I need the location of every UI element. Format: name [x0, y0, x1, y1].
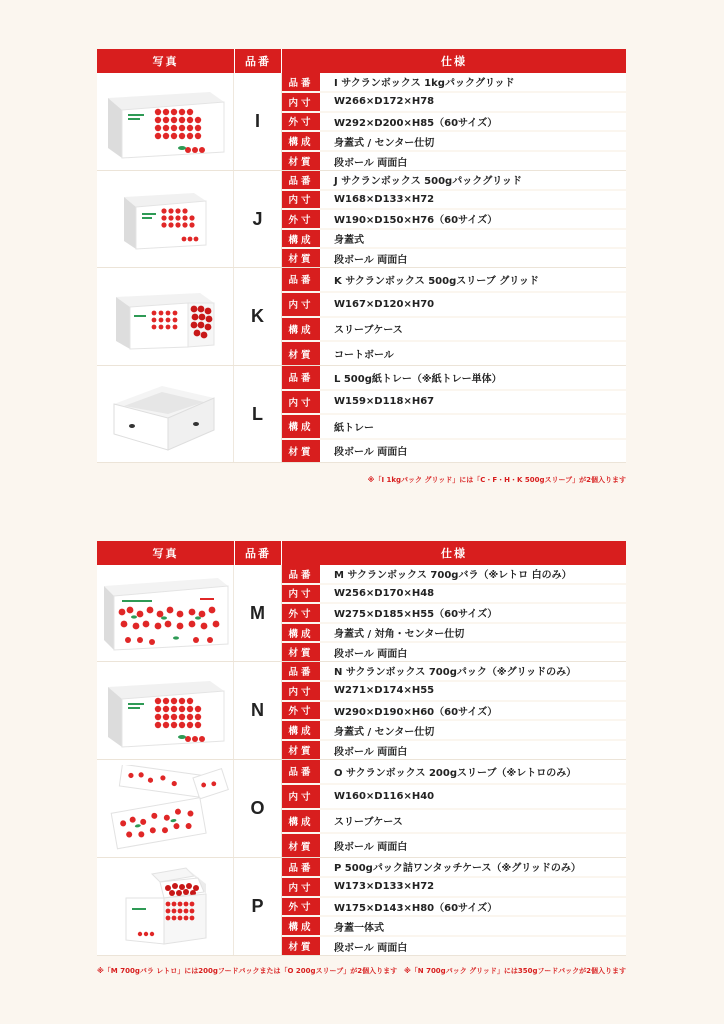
spec-row — [282, 366, 626, 389]
spec-row — [282, 438, 626, 463]
spec-value: 段ボール 両面白 — [320, 643, 626, 661]
one-touch-case-icon — [102, 864, 228, 950]
spec-label: 構成 — [282, 917, 320, 935]
product-code-j: J — [234, 171, 282, 267]
spec-label: 品番 — [282, 366, 320, 389]
spec-value: 段ボール 両面白 — [320, 937, 626, 955]
spec-list-i — [282, 73, 626, 170]
spec-row — [282, 876, 626, 896]
spec-row — [282, 858, 626, 876]
spec-row — [282, 413, 626, 438]
product-code-m: M — [234, 565, 282, 661]
product-code-p: P — [234, 858, 282, 955]
header-code: 品番 — [234, 49, 282, 73]
spec-value: 段ボール 両面白 — [320, 834, 626, 857]
spec-label: 材質 — [282, 643, 320, 661]
spec-row — [282, 602, 626, 622]
spec-label: 外寸 — [282, 898, 320, 916]
cherry-box-small-grid-icon — [102, 177, 228, 261]
spec-value: スリーブケース — [320, 810, 626, 833]
spec-label: 品番 — [282, 858, 320, 876]
spec-row — [282, 130, 626, 150]
header-code: 品番 — [234, 541, 282, 565]
spec-label: 品番 — [282, 760, 320, 783]
spec-label: 材質 — [282, 834, 320, 857]
spec-row — [282, 583, 626, 603]
spec-list-n — [282, 662, 626, 759]
spec-value: 身蓋式 — [320, 230, 626, 248]
spec-value: W256×D170×H48 — [320, 585, 626, 603]
spec-row — [282, 808, 626, 833]
spec-label: 内寸 — [282, 585, 320, 603]
spec-row — [282, 171, 626, 189]
spec-row — [282, 189, 626, 209]
spec-value: W275×D185×H55（60サイズ） — [320, 604, 626, 622]
product-row-i — [97, 73, 626, 171]
spec-value: W290×D190×H60（60サイズ） — [320, 702, 626, 720]
spec-value: W168×D133×H72 — [320, 191, 626, 209]
product-photo-j — [97, 171, 234, 267]
spec-row — [282, 935, 626, 955]
spec-row — [282, 662, 626, 680]
paper-tray-icon — [102, 372, 228, 456]
spec-list-o — [282, 760, 626, 857]
footnote-3: ※「N 700gパック グリッド」には350gフードパックが2個入ります — [403, 967, 626, 975]
footnote-1: ※「I 1kgパック グリッド」には「C・F・H・K 500gスリーブ」が2個入ります — [367, 476, 626, 484]
spec-value: O サクランボックス 200gスリーブ（※レトロのみ） — [320, 760, 626, 783]
spec-value: W175×D143×H80（60サイズ） — [320, 898, 626, 916]
spec-value: 段ボール 両面白 — [320, 152, 626, 170]
spec-value: 身蓋式 / センター仕切 — [320, 721, 626, 739]
product-row-l — [97, 366, 626, 463]
spec-value: M サクランボックス 700gバラ（※レトロ 白のみ） — [320, 565, 626, 583]
spec-label: 構成 — [282, 230, 320, 248]
spec-value: W292×D200×H85（60サイズ） — [320, 113, 626, 131]
spec-row — [282, 340, 626, 365]
spec-row — [282, 247, 626, 267]
spec-row — [282, 896, 626, 916]
spec-value: K サクランボックス 500gスリーブ グリッド — [320, 268, 626, 291]
spec-label: 材質 — [282, 249, 320, 267]
product-photo-m — [97, 565, 234, 661]
spec-label: 構成 — [282, 624, 320, 642]
spec-label: 構成 — [282, 318, 320, 341]
spec-row — [282, 783, 626, 808]
product-row-j — [97, 171, 626, 268]
spec-label: 材質 — [282, 342, 320, 365]
spec-value: W173×D133×H72 — [320, 878, 626, 896]
spec-row — [282, 228, 626, 248]
spec-value: W160×D116×H40 — [320, 785, 626, 808]
spec-row — [282, 291, 626, 316]
spec-row — [282, 91, 626, 111]
product-code-l: L — [234, 366, 282, 462]
header-spec: 仕様 — [441, 55, 467, 68]
spec-table-1 — [97, 49, 626, 463]
spec-label: 構成 — [282, 415, 320, 438]
spec-label: 外寸 — [282, 604, 320, 622]
spec-value: 段ボール 両面白 — [320, 741, 626, 759]
spec-row — [282, 622, 626, 642]
spec-row — [282, 915, 626, 935]
spec-label: 内寸 — [282, 293, 320, 316]
spec-value: W271×D174×H55 — [320, 682, 626, 700]
product-photo-o — [97, 760, 234, 857]
product-row-o — [97, 760, 626, 858]
spec-row — [282, 389, 626, 414]
product-photo-i — [97, 73, 234, 170]
spec-row — [282, 150, 626, 170]
table-header — [97, 49, 626, 73]
spec-label: 構成 — [282, 132, 320, 150]
spec-value: W159×D118×H67 — [320, 391, 626, 414]
spec-value: 身蓋一体式 — [320, 917, 626, 935]
spec-value: J サクランボックス 500gパックグリッド — [320, 171, 626, 189]
spec-label: 品番 — [282, 662, 320, 680]
spec-value: 段ボール 両面白 — [320, 249, 626, 267]
spec-label: 外寸 — [282, 113, 320, 131]
spec-label: 内寸 — [282, 878, 320, 896]
sleeve-box-retro-icon — [100, 765, 230, 853]
cherry-box-retro-icon — [100, 570, 230, 656]
spec-value: P 500gパック詰ワンタッチケース（※グリッドのみ） — [320, 858, 626, 876]
spec-row — [282, 760, 626, 783]
spec-list-p — [282, 858, 626, 955]
spec-label: 材質 — [282, 741, 320, 759]
spec-list-l — [282, 366, 626, 462]
product-code-k: K — [234, 268, 282, 365]
spec-row — [282, 268, 626, 291]
product-photo-p — [97, 858, 234, 955]
spec-value: コートボール — [320, 342, 626, 365]
spec-label: 内寸 — [282, 191, 320, 209]
product-row-k — [97, 268, 626, 366]
spec-row — [282, 111, 626, 131]
spec-label: 内寸 — [282, 682, 320, 700]
spec-label: 材質 — [282, 152, 320, 170]
product-code-o: O — [234, 760, 282, 857]
spec-label: 品番 — [282, 171, 320, 189]
spec-value: W190×D150×H76（60サイズ） — [320, 210, 626, 228]
product-photo-l — [97, 366, 234, 462]
header-photo: 写真 — [152, 547, 179, 560]
table-header — [97, 541, 626, 565]
spec-row — [282, 641, 626, 661]
spec-label: 内寸 — [282, 391, 320, 414]
spec-row — [282, 316, 626, 341]
product-photo-k — [97, 268, 234, 365]
spec-value: 身蓋式 / センター仕切 — [320, 132, 626, 150]
spec-label: 内寸 — [282, 785, 320, 808]
spec-list-m — [282, 565, 626, 661]
spec-row — [282, 565, 626, 583]
spec-label: 構成 — [282, 721, 320, 739]
spec-label: 外寸 — [282, 702, 320, 720]
product-row-m — [97, 565, 626, 662]
cherry-box-grid-icon — [102, 80, 228, 164]
spec-row — [282, 719, 626, 739]
product-row-n — [97, 662, 626, 760]
spec-row — [282, 700, 626, 720]
spec-list-j — [282, 171, 626, 267]
spec-label: 内寸 — [282, 93, 320, 111]
product-code-i: I — [234, 73, 282, 170]
spec-value: 紙トレー — [320, 415, 626, 438]
spec-value: L 500g紙トレー（※紙トレー単体） — [320, 366, 626, 389]
spec-list-k — [282, 268, 626, 365]
spec-label: 材質 — [282, 937, 320, 955]
spec-value: N サクランボックス 700gパック（※グリッドのみ） — [320, 662, 626, 680]
spec-value: I サクランボックス 1kgパックグリッド — [320, 73, 626, 91]
sleeve-box-icon — [102, 275, 228, 359]
product-row-p — [97, 858, 626, 956]
spec-row — [282, 208, 626, 228]
spec-row — [282, 832, 626, 857]
spec-row — [282, 680, 626, 700]
spec-label: 外寸 — [282, 210, 320, 228]
spec-label: 材質 — [282, 440, 320, 463]
spec-value: W266×D172×H78 — [320, 93, 626, 111]
spec-label: 品番 — [282, 73, 320, 91]
spec-value: W167×D120×H70 — [320, 293, 626, 316]
spec-value: 身蓋式 / 対角・センター仕切 — [320, 624, 626, 642]
spec-table-2 — [97, 541, 626, 956]
spec-label: 構成 — [282, 810, 320, 833]
spec-label: 品番 — [282, 565, 320, 583]
cherry-box-grid-icon — [102, 669, 228, 753]
spec-value: 段ボール 両面白 — [320, 440, 626, 463]
spec-value: スリーブケース — [320, 318, 626, 341]
footnote-2: ※「M 700gバラ レトロ」には200gフードパックまたは「O 200gスリーブ」が2個入ります — [97, 967, 398, 975]
spec-row — [282, 739, 626, 759]
product-photo-n — [97, 662, 234, 759]
spec-label: 品番 — [282, 268, 320, 291]
spec-row — [282, 73, 626, 91]
product-code-n: N — [234, 662, 282, 759]
header-spec: 仕様 — [441, 547, 467, 560]
header-photo: 写真 — [152, 55, 179, 68]
